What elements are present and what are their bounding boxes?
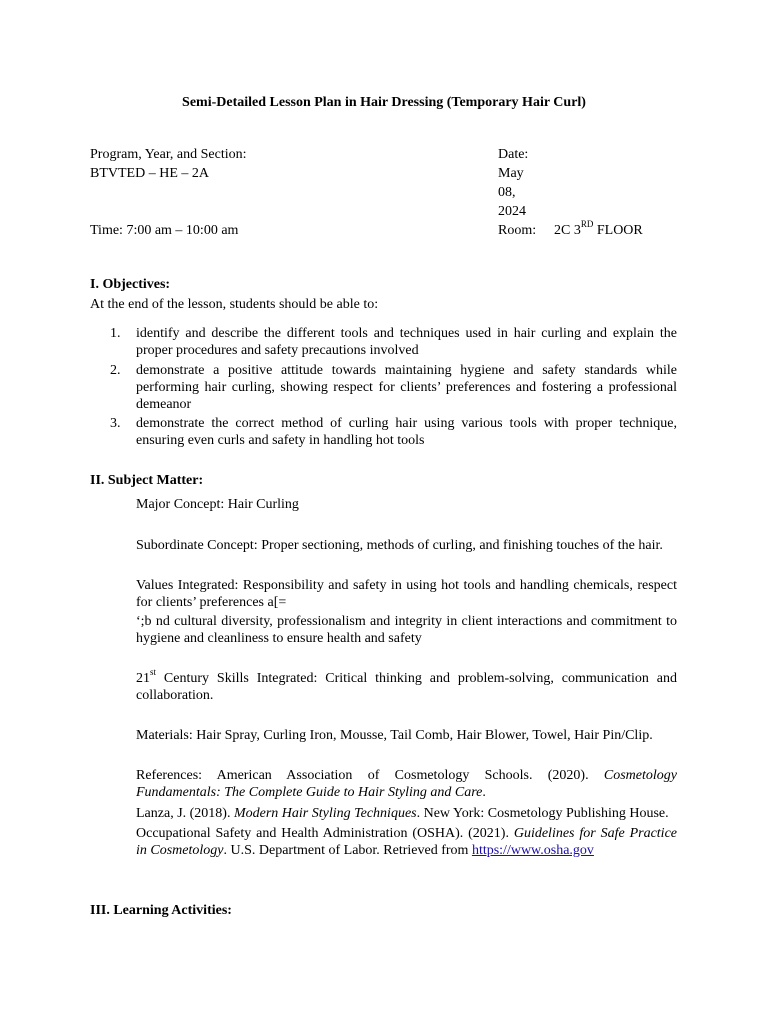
objective-number: 3. xyxy=(110,416,121,431)
skills-prefix: 21 xyxy=(136,671,150,686)
room-value xyxy=(554,219,643,239)
date-label: Date: xyxy=(498,147,529,162)
major-concept: Major Concept: Hair Curling xyxy=(136,497,299,512)
values-integrated-continued: ‘;b nd cultural diversity, professionalism and integrity in client interactions and commitment to hygiene and cleanliness to ensure health and safety xyxy=(136,614,677,646)
reference-3-mid: . U.S. Department of Labor. Retrieved from xyxy=(223,843,472,858)
reference-2-text: Lanza, J. (2018). xyxy=(136,806,234,821)
room-label: Room: xyxy=(498,223,537,238)
materials: Materials: Hair Spray, Curling Iron, Mousse, Tail Comb, Hair Blower, Towel, Hair Pin/Clip. xyxy=(136,728,653,743)
century-skills xyxy=(136,667,677,704)
reference-3-text: Occupational Safety and Health Administration (OSHA). (2021). xyxy=(136,826,514,841)
date-day: 08, xyxy=(498,185,516,200)
reference-1-title: Cosmetology Fundamentals: The Complete Guide to Hair Styling and Care xyxy=(136,768,677,800)
values-integrated: Values Integrated: Responsibility and safety in using hot tools and handling chemicals, respect for clients’ preferences a[= xyxy=(136,578,677,610)
program-label: Program, Year, and Section: xyxy=(90,147,247,162)
reference-2 xyxy=(136,805,677,822)
reference-3 xyxy=(136,825,677,859)
subordinate-concept: Subordinate Concept: Proper sectioning, methods of curling, and finishing touches of the hair. xyxy=(136,538,663,553)
osha-link[interactable]: https://www.osha.gov xyxy=(471,843,594,858)
reference-1-end: . xyxy=(482,785,486,800)
skills-sup: st xyxy=(150,667,157,678)
program-value: BTVTED – HE – 2A xyxy=(90,166,209,181)
room-suffix: FLOOR xyxy=(593,223,643,238)
learning-activities-heading: III. Learning Activities: xyxy=(90,903,232,918)
subject-matter-heading: II. Subject Matter: xyxy=(90,473,204,488)
objectives-heading: I. Objectives: xyxy=(90,277,171,292)
room-sup: RD xyxy=(580,219,594,230)
reference-2-end: . New York: Cosmetology Publishing House. xyxy=(416,806,669,821)
objective-number: 2. xyxy=(110,363,121,378)
skills-rest: Century Skills Integrated: Critical thinking and problem-solving, communication and collaboration. xyxy=(136,671,677,703)
objective-item: demonstrate the correct method of curling hair using various tools with proper technique, ensuring even curls and safety in handling hot tools xyxy=(136,416,677,448)
document-title: Semi-Detailed Lesson Plan in Hair Dressing (Temporary Hair Curl) xyxy=(182,95,586,110)
date-month: May xyxy=(498,166,524,181)
reference-1 xyxy=(136,767,677,801)
reference-2-title: Modern Hair Styling Techniques xyxy=(233,806,417,821)
objective-item: demonstrate a positive attitude towards maintaining hygiene and safety standards while performing hair curling, showing respect for clients’ preferences and fostering a professional demeanor xyxy=(136,363,677,412)
time-line: Time: 7:00 am – 10:00 am xyxy=(90,223,239,238)
objective-number: 1. xyxy=(110,326,121,341)
objective-item: identify and describe the different tools and techniques used in hair curling and explain the proper procedures and safety precautions involved xyxy=(136,326,677,358)
reference-3-title: Guidelines for Safe Practice in Cosmetology xyxy=(136,826,677,858)
objectives-intro: At the end of the lesson, students should be able to: xyxy=(90,297,379,312)
room-prefix: 2C 3 xyxy=(554,223,581,238)
date-year: 2024 xyxy=(498,204,526,219)
reference-1-text: References: American Association of Cosmetology Schools. (2020). xyxy=(136,768,604,783)
